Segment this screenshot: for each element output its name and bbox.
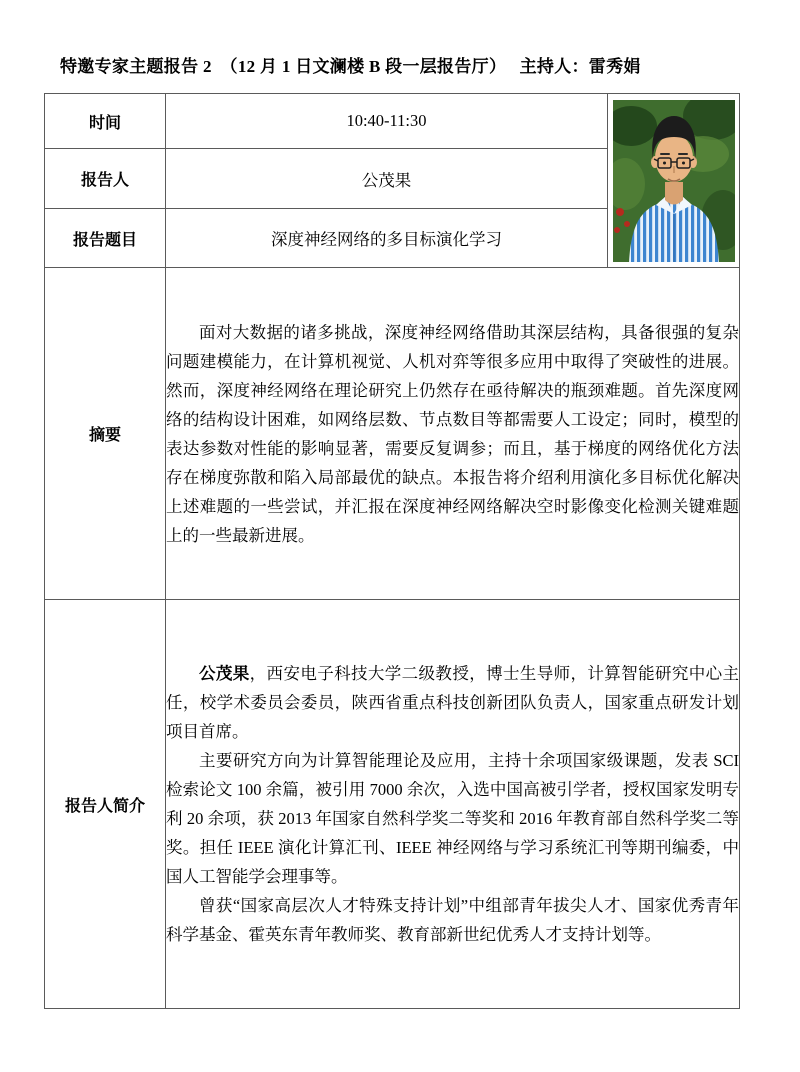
talk-title-value: 深度神经网络的多目标演化学习 xyxy=(166,209,608,268)
bio-speaker-name: 公茂果 xyxy=(199,664,250,683)
abstract-text: 面对大数据的诸多挑战，深度神经网络借助其深层结构，具备很强的复杂问题建模能力，在计算机视觉、人机对弈等很多应用中取得了突破性的进展。然而，深度神经网络在理论研究上仍然存在亟待解决的瓶颈难题。首先深度网络的结构设计困难，如网络层数、节点数目等都需要人工设定；同时，模型的表达参数对性能的影响显著，需要反复调参；而且，基于梯度的网络优化方法存在梯度弥散和陷入局部最优的缺点。本报告将介绍利用演化多目标优化解决上述难题的一些尝试，并汇报在深度神经网络解决空时影像变化检测关键难题上的一些最新进展。 xyxy=(166,322,739,545)
time-value: 10:40-11:30 xyxy=(166,94,608,149)
talk-title-label: 报告题目 xyxy=(45,209,166,268)
table-row-bio xyxy=(45,600,740,1009)
bio-paragraph-3: 曾获“国家高层次人才特殊支持计划”中组部青年拔尖人才、国家优秀青年科学基金、霍英东青年教师奖、教育部新世纪优秀人才支持计划等。 xyxy=(166,896,739,944)
table-row-time xyxy=(45,94,740,149)
table-row-abstract xyxy=(45,268,740,600)
speaker-label: 报告人 xyxy=(45,149,166,209)
page-title: 特邀专家主题报告 2 （12 月 1 日文澜楼 B 段一层报告厅） 主持人：雷秀娟 xyxy=(60,57,641,76)
schedule-table xyxy=(44,93,740,1009)
bio-cell xyxy=(166,600,740,1009)
bio-paragraph-2: 主要研究方向为计算智能理论及应用，主持十余项国家级课题，发表 SCI 检索论文 100 余篇，被引用 7000 余次，入选中国高被引学者，授权国家发明专利 20 余项，获 2013 年国家自然科学奖二等奖和 2016 年教育部自然科学奖二等奖。担任 IEEE 演化计算汇刊、IEEE 神经网络与学习系统汇刊等期刊编委，中国人工智能学会理事等。 xyxy=(166,751,739,886)
bio-paragraph-1-rest: ，西安电子科技大学二级教授，博士生导师，计算智能研究中心主任，校学术委员会委员，陕西省重点科技创新团队负责人，国家重点研发计划项目首席。 xyxy=(166,664,740,741)
speaker-photo xyxy=(613,100,735,262)
bio-paragraph-1 xyxy=(166,659,739,746)
time-label: 时间 xyxy=(45,94,166,149)
abstract-cell xyxy=(166,268,740,600)
abstract-label: 摘要 xyxy=(45,268,166,600)
bio-label: 报告人简介 xyxy=(45,600,166,1009)
photo-cell xyxy=(608,94,740,268)
speaker-name: 公茂果 xyxy=(166,149,608,209)
